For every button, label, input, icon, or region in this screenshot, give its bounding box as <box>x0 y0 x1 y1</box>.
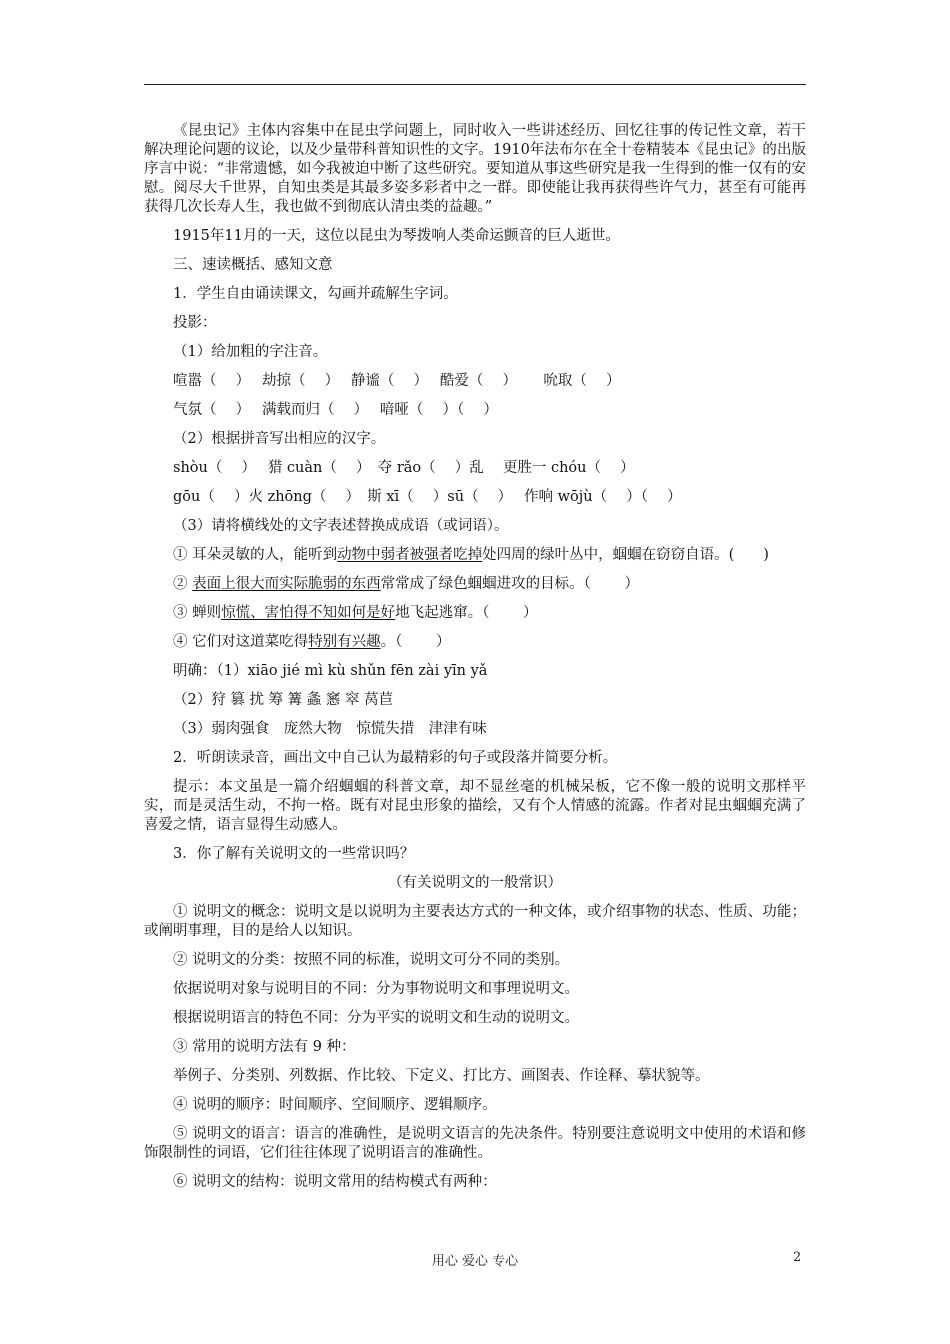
intro-paragraph: 《昆虫记》主体内容集中在昆虫学问题上，同时收入一些讲述经历、回忆往事的传记性文章，若干解决理论问题的议论，以及少量带科普知识性的文字。1910年法布尔在全十卷精装本《昆虫记》的出版序言中说：“非常遗憾，如今我被迫中断了这些研究。要知道从事这些研究是我一生得到的惟一仅有的安慰。阅尽大千世界，自知虫类是其最多姿多彩者中之一群。即使能让我再获得些许气力，甚至有可能再获得几次长寿人生，我也做不到彻底认清虫类的益趣。” <box>144 123 806 215</box>
answer-1: 明确：（1）xiāo jié mì kù shǔn fēn zài yīn yǎ <box>173 663 488 679</box>
methods-heading: ③ 常用的说明方法有 9 种： <box>173 1039 356 1055</box>
sentence-1 <box>144 546 806 565</box>
language-paragraph: ⑤ 说明文的语言：语言的准确性，是说明文语言的先决条件。特别要注意说明文中使用的术语和修饰限制性的词语，它们往往体现了说明语言的准确性。 <box>144 1126 806 1161</box>
sentence-3-end: 地飞起逃窜。（ ） <box>395 605 538 621</box>
document-body <box>144 122 806 1202</box>
question-1: 1．学生自由诵读课文，勾画并疏解生字词。 <box>173 286 458 302</box>
header-rule <box>144 84 806 85</box>
structure-paragraph: ⑥ 说明文的结构：说明文常用的结构模式有两种： <box>173 1174 497 1190</box>
classification-by-object: 依据说明对象与说明目的不同：分为事物说明文和事理说明文。 <box>173 981 579 997</box>
sentence-2-underlined: 表面上很大而实际脆弱的东西 <box>192 576 381 592</box>
sentence-4-end: 。（ ） <box>380 634 451 650</box>
hanzi-row-1: shòu（ ） 猎 cuàn（ ） 夺 rǎo（ ）乱 更胜一 chóu（ ） <box>173 460 635 476</box>
page-number: 2 <box>793 1250 802 1265</box>
question-2: 2．听朗读录音，画出文中自己认为最精彩的句子或段落并简要分析。 <box>173 750 618 766</box>
answer-2: （2）狩 篡 扰 筹 篝 螽 窸 窣 莴苣 <box>173 692 394 708</box>
subtask-1: （1）给加粗的字注音。 <box>173 344 328 360</box>
common-knowledge-title: （有关说明文的一般常识） <box>388 875 562 891</box>
sentence-4-underlined: 特别有兴趣 <box>308 634 381 650</box>
sentence-4-start: ④ 它们对这道菜吃得 <box>173 634 309 650</box>
section-heading: 三、速读概括、感知文意 <box>173 257 333 273</box>
sentence-2-end: 常常成了绿色蝈蝈进攻的目标。（ ） <box>380 576 639 592</box>
sentence-1-end: 处四周的绿叶丛中，蝈蝈在窃窃自语。( ) <box>482 547 769 563</box>
classification-paragraph: ② 说明文的分类：按照不同的标准，说明文可分不同的类别。 <box>173 952 570 968</box>
projection-label: 投影： <box>173 315 217 331</box>
sentence-3 <box>144 604 806 623</box>
hint-paragraph: 提示：本文虽是一篇介绍蝈蝈的科普文章，却不显丝毫的机械呆板，它不像一般的说明文那样平实，而是灵活生动，不拘一格。既有对昆虫形象的描绘，又有个人情感的流露。作者对昆虫蝈蝈充满了喜爱之情，语言显得生动感人。 <box>144 779 806 833</box>
sentence-2-start: ② <box>173 576 193 592</box>
footer-motto: 用心 爱心 专心 <box>431 1254 519 1269</box>
sentence-1-start: ① 耳朵灵敏的人，能听到 <box>173 547 338 563</box>
methods-list: 举例子、分类别、列数据、作比较、下定义、打比方、画图表、作诠释、摹状貌等。 <box>173 1068 710 1084</box>
classification-by-language: 根据说明语言的特色不同：分为平实的说明文和生动的说明文。 <box>173 1010 579 1026</box>
pinyin-row-2: 气氛（ ） 满载而归（ ） 喑哑（ ）（ ） <box>173 402 498 418</box>
subtask-2: （2）根据拼音写出相应的汉字。 <box>173 431 386 447</box>
sentence-2 <box>144 575 806 594</box>
subtask-3: （3）请将横线处的文字表述替换成成语（或词语）。 <box>173 518 509 534</box>
question-3: 3．你了解有关说明文的一些常识吗？ <box>173 846 415 862</box>
sentence-3-underlined: 惊慌、害怕得不知如何是好 <box>221 605 396 621</box>
concept-paragraph: ① 说明文的概念：说明文是以说明为主要表达方式的一种文体，或介绍事物的状态、性质、功能；或阐明事理，目的是给人以知识。 <box>144 904 806 939</box>
death-paragraph: 1915年11月的一天，这位以昆虫为琴拨响人类命运颤音的巨人逝世。 <box>173 228 620 244</box>
pinyin-row-1: 喧嚣（ ） 劫掠（ ） 静谧（ ） 酷爱（ ） 吮取（ ） <box>173 373 621 389</box>
sentence-3-start: ③ 蝉则 <box>173 605 222 621</box>
sentence-4 <box>144 633 806 652</box>
hanzi-row-2: gōu（ ）火 zhōng（ ） 斯 xī（ ）sū（ ） 作响 wōjù（ ）（ ） <box>173 489 682 505</box>
sentence-1-underlined: 动物中弱者被强者吃掉 <box>337 547 483 563</box>
order-paragraph: ④ 说明的顺序：时间顺序、空间顺序、逻辑顺序。 <box>173 1097 497 1113</box>
answer-3: （3）弱肉强食 庞然大物 惊慌失措 津津有味 <box>173 721 487 737</box>
